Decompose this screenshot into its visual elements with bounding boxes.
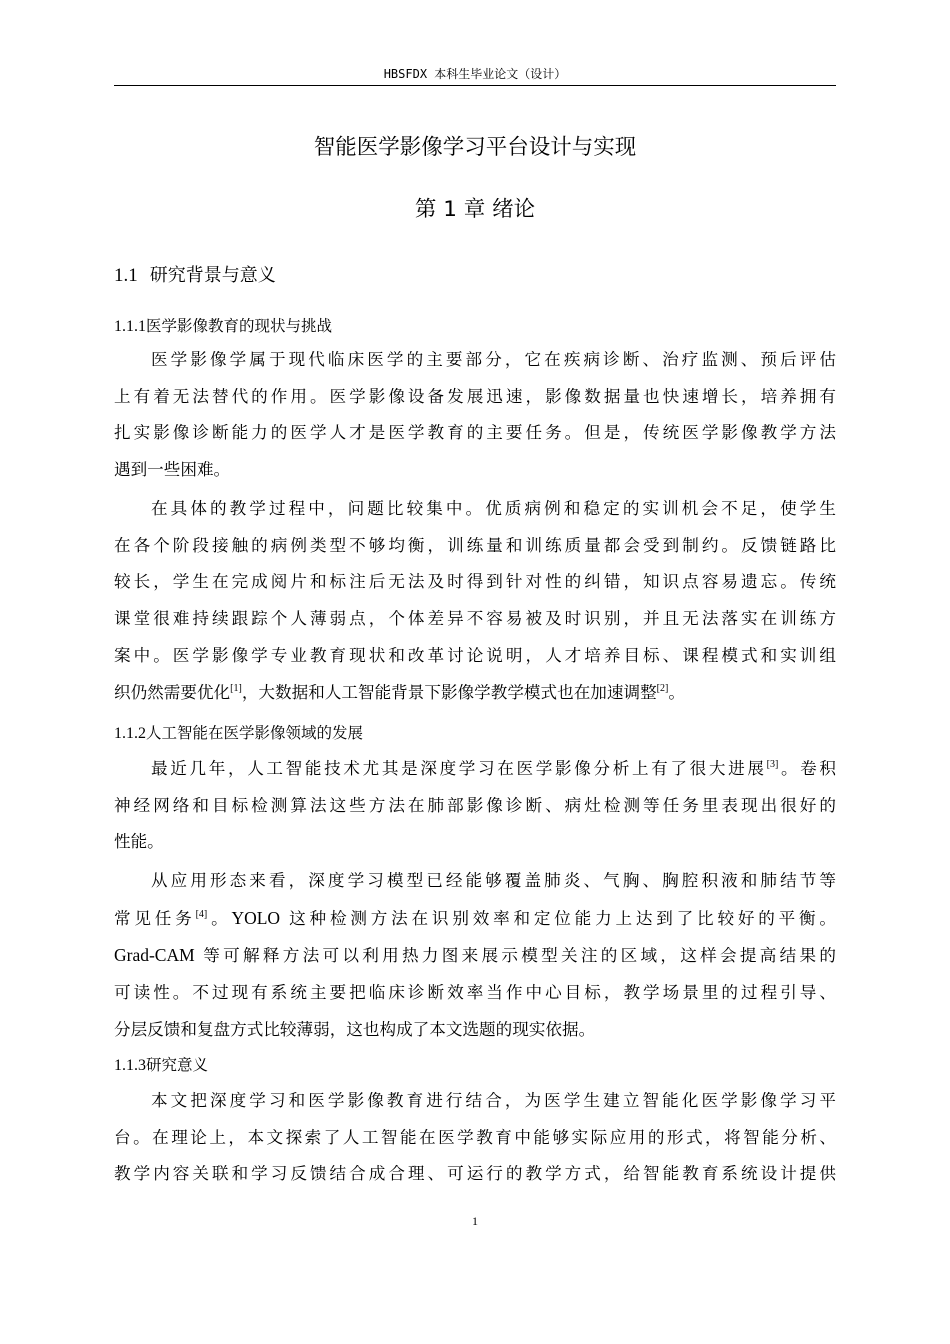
subsection-heading — [114, 721, 363, 746]
text-line — [114, 937, 836, 975]
document-title: 智能医学影像学习平台设计与实现 — [313, 135, 637, 160]
text-line: 分层反馈和复盘方式比较薄弱，这也构成了本文选题的现实依据。 — [114, 1019, 596, 1039]
citation-ref: [1] — [230, 682, 242, 694]
text-line: 遇到一些困难。 — [114, 460, 231, 480]
text-line: 案中。医学影像学专业教育现状和改革讨论说明，人才培养目标、课程模式和实训组 — [114, 645, 836, 665]
text-line — [114, 900, 836, 938]
text-line: 神经网络和目标检测算法这些方法在肺部影像诊断、病灶检测等任务里表现出很好的 — [114, 795, 836, 815]
text-run: 常见任务 — [114, 908, 196, 928]
text-line — [114, 751, 836, 788]
text-run: 最近几年，人工智能技术尤其是深度学习在医学影像分析上有了很大进展 — [151, 759, 767, 778]
text-run: ，大数据和人工智能背景下影像学教学模式也在加速调整 — [241, 682, 657, 702]
text-line: 本文把深度学习和医学影像教育进行结合，为医学生建立智能化医学影像学习平 — [151, 1091, 836, 1110]
text-line: 在各个阶段接触的病例类型不够均衡，训练量和训练质量都会受到制约。反馈链路比 — [114, 535, 836, 555]
subsection-heading — [114, 1053, 208, 1078]
subsection-number: 1.1.2 — [114, 725, 146, 742]
section-title: 研究背景与意义 — [149, 265, 276, 286]
text-line: 在具体的教学过程中，问题比较集中。优质病例和稳定的实训机会不足，使学生 — [151, 499, 836, 518]
body-paragraph — [114, 342, 836, 489]
text-line: 可读性。不过现有系统主要把临床诊断效率当作中心目标，教学场景里的过程引导、 — [114, 983, 836, 1003]
text-line — [114, 675, 836, 712]
section-number: 1.1 — [114, 265, 138, 286]
subsection-title: 研究意义 — [146, 1056, 209, 1074]
text-run: 等可解释方法可以利用热力图来展示模型关注的区域，这样会提高结果的 — [194, 946, 836, 966]
text-line: 教学内容关联和学习反馈结合成合理、可运行的教学方式，给智能教育系统设计提供 — [114, 1164, 836, 1184]
body-paragraph — [114, 491, 836, 711]
text-run: 。卷积 — [778, 759, 836, 778]
body-paragraph — [114, 751, 836, 861]
text-line: 从应用形态来看，深度学习模型已经能够覆盖肺炎、气胸、胸腔积液和肺结节等 — [151, 871, 836, 890]
body-paragraph — [114, 1083, 836, 1193]
subsection-heading — [114, 314, 332, 339]
citation-ref: [3] — [766, 759, 779, 770]
text-run: 。 — [668, 682, 685, 702]
text-run: YOLO — [231, 907, 281, 928]
citation-ref: [4] — [195, 908, 208, 920]
text-line: 扎实影像诊断能力的医学人才是医学教育的主要任务。但是，传统医学影像教学方法 — [114, 423, 836, 443]
subsection-title: 医学影像教育的现状与挑战 — [146, 317, 333, 335]
text-line: 上有着无法替代的作用。医学影像设备发展迅速，影像数据量也快速增长，培养拥有 — [114, 386, 836, 406]
section-heading — [114, 262, 276, 290]
text-run: Grad-CAM — [114, 945, 195, 966]
subsection-title: 人工智能在医学影像领域的发展 — [146, 724, 364, 742]
text-run: 。 — [207, 908, 232, 928]
subsection-number: 1.1.1 — [114, 318, 146, 335]
subsection-number: 1.1.3 — [114, 1057, 146, 1074]
text-line: 课堂很难持续跟踪个人薄弱点，个体差异不容易被及时识别，并且无法落实在训练方 — [114, 609, 836, 629]
text-run: 织仍然需要优化 — [114, 682, 231, 702]
page-number: 1 — [472, 1214, 478, 1228]
chapter-title: 第 1 章 绪论 — [414, 197, 536, 222]
body-paragraph — [114, 863, 836, 1049]
text-line: 较长，学生在完成阅片和标注后无法及时得到针对性的纠错，知识点容易遗忘。传统 — [114, 572, 836, 592]
text-run: 这种检测方法在识别效率和定位能力上达到了比较好的平衡。 — [280, 908, 836, 928]
text-line: 医学影像学属于现代临床医学的主要部分，它在疾病诊断、治疗监测、预后评估 — [151, 350, 836, 369]
header-rule — [114, 85, 836, 86]
citation-ref: [2] — [656, 682, 669, 694]
text-line: 性能。 — [114, 832, 164, 852]
running-header: HBSFDX 本科生毕业论文（设计） — [383, 67, 567, 81]
text-line: 台。在理论上，本文探索了人工智能在医学教育中能够实际应用的形式，将智能分析、 — [114, 1127, 836, 1147]
